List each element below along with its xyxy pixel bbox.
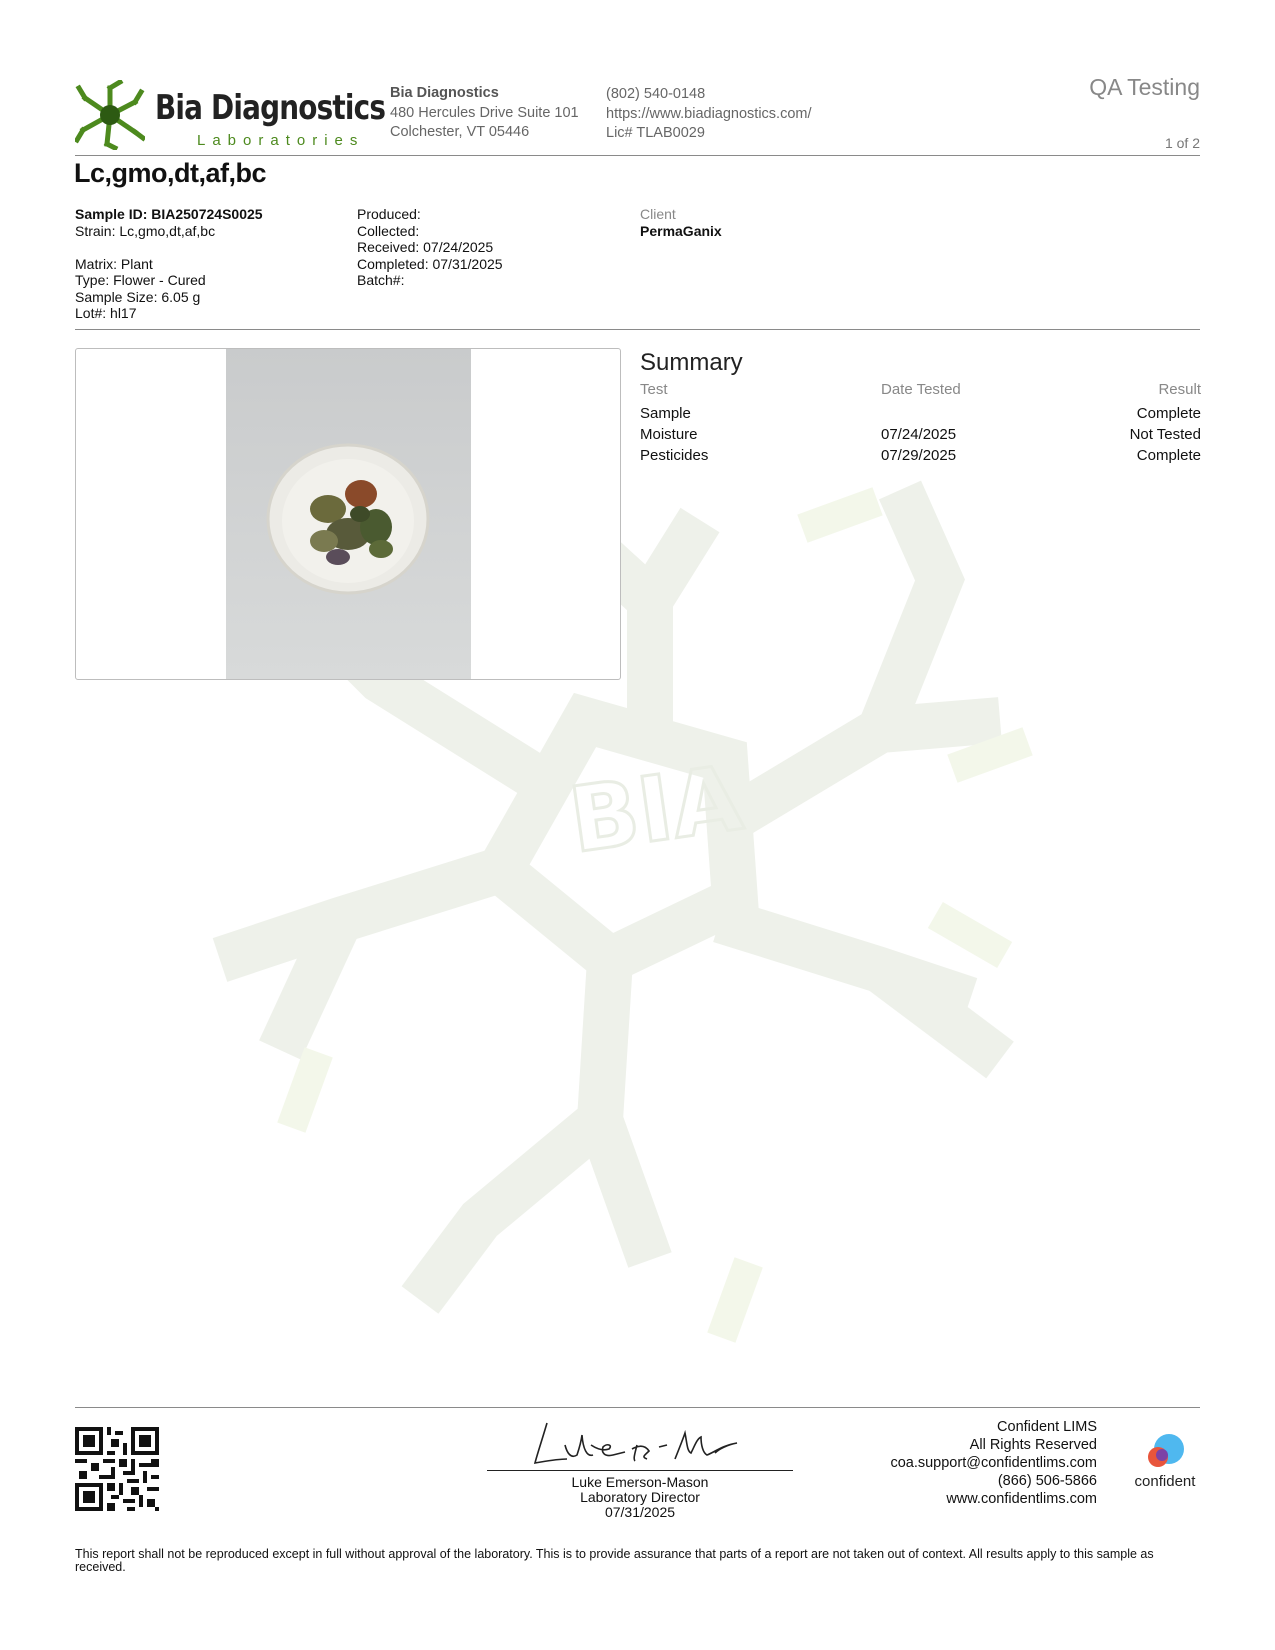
lab-contact [606, 85, 812, 144]
lims-rights: All Rights Reserved [969, 1437, 1097, 1453]
lims-info [890, 1418, 1097, 1508]
handwritten-signature [487, 1415, 793, 1470]
summary-header-row [640, 381, 1201, 405]
client-block [640, 206, 722, 239]
lab-phone: (802) 540-0148 [606, 86, 706, 102]
lab-license: Lic# TLAB0029 [606, 125, 705, 141]
signer-name: Luke Emerson-Mason [571, 1474, 709, 1490]
brand-subtitle: Laboratories [197, 132, 365, 149]
footer-divider [75, 1407, 1200, 1408]
client-label: Client [640, 206, 676, 222]
batch-number: Batch#: [357, 272, 405, 288]
lims-website[interactable]: www.confidentlims.com [946, 1491, 1097, 1507]
row-test: Sample [640, 405, 691, 422]
sample-lot: Lot#: hl17 [75, 305, 137, 321]
summary-title: Summary [640, 349, 743, 376]
produced-date: Produced: [357, 206, 421, 222]
collected-date: Collected: [357, 222, 420, 239]
client-name: PermaGanix [640, 222, 722, 239]
confident-logo [1125, 1433, 1205, 1493]
header-date: Date Tested [881, 381, 961, 398]
lab-name: Bia Diagnostics [390, 85, 499, 101]
sample-strain: Strain: Lc,gmo,dt,af,bc [75, 222, 216, 239]
row-result: Not Tested [1129, 426, 1201, 443]
confident-wordmark: confident [1134, 1473, 1196, 1490]
summary-table [640, 381, 1201, 468]
table-row [640, 405, 1201, 426]
row-test: Pesticides [640, 447, 709, 464]
qr-code[interactable] [75, 1427, 159, 1511]
header-test: Test [640, 381, 668, 398]
signature-line [487, 1470, 793, 1471]
watermark-text: BIA [563, 745, 749, 874]
lab-website[interactable]: https://www.biadiagnostics.com/ [606, 105, 812, 122]
disclaimer: This report shall not be reproduced except in full without approval of the laboratory. This is to provide assurance that parts of a report are not taken out of context. All results apply to this sample as received. [75, 1547, 1154, 1574]
sample-matrix: Matrix: Plant [75, 255, 153, 272]
lims-phone: (866) 506-5866 [997, 1473, 1097, 1489]
signer-info [487, 1475, 793, 1520]
lims-email[interactable]: coa.support@confidentlims.com [890, 1455, 1097, 1471]
brand-name: Bia Diagnostics [155, 88, 386, 128]
row-date: 07/29/2025 [881, 447, 957, 464]
address-line1: 480 Hercules Drive Suite 101 [390, 104, 579, 121]
signature-block [487, 1415, 793, 1525]
sample-photo [76, 349, 620, 679]
table-row [640, 447, 1201, 468]
row-test: Moisture [640, 426, 698, 443]
signature-date: 07/31/2025 [604, 1504, 676, 1520]
header-result: Result [1158, 381, 1201, 398]
sample-title: Lc,gmo,dt,af,bc [74, 158, 267, 188]
lab-logo [75, 80, 386, 155]
header-divider [75, 155, 1200, 156]
lims-name: Confident LIMS [997, 1419, 1097, 1435]
sample-size: Sample Size: 6.05 g [75, 288, 201, 305]
row-result: Complete [1136, 405, 1201, 422]
sample-details [75, 206, 263, 322]
signer-title: Laboratory Director [580, 1489, 700, 1505]
details-divider [75, 329, 1200, 330]
sample-photo-frame [75, 348, 621, 680]
table-row [640, 426, 1201, 447]
lab-logo-icon [75, 80, 145, 150]
sample-type: Type: Flower - Cured [75, 272, 206, 288]
sample-id: Sample ID: BIA250724S0025 [75, 206, 263, 222]
completed-date: Completed: 07/31/2025 [357, 255, 503, 272]
page-number: 1 of 2 [1164, 135, 1200, 151]
row-date: 07/24/2025 [881, 426, 957, 443]
confident-logo-icon [1125, 1433, 1205, 1473]
received-date: Received: 07/24/2025 [357, 239, 494, 255]
sample-dates [357, 206, 503, 289]
report-type: QA Testing [1089, 74, 1200, 100]
row-result: Complete [1136, 447, 1201, 464]
address-line2: Colchester, VT 05446 [390, 124, 530, 140]
lab-address [390, 84, 579, 143]
